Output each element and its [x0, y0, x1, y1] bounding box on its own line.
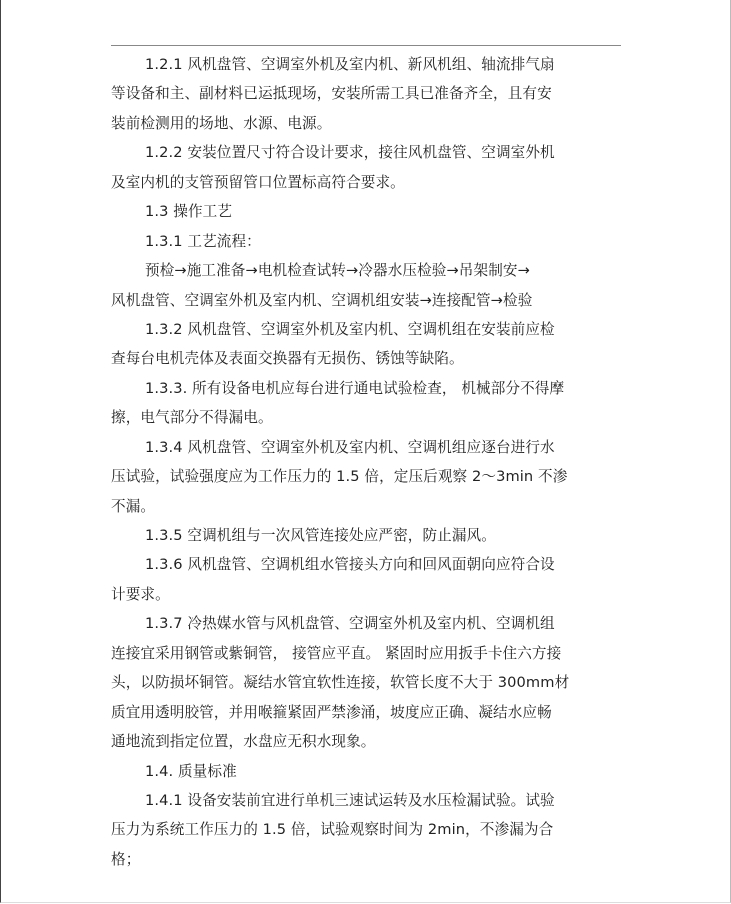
text-line: 1.3.4 风机盘管、空调室外机及室内机、空调机组应逐台进行水	[145, 438, 555, 456]
text-line: 1.3.2 风机盘管、空调室外机及室内机、空调机组在安装前应检	[145, 320, 555, 338]
text-line: 压试验，试验强度应为工作压力的 1.5 倍，定压后观察 2～3min 不渗	[111, 468, 568, 486]
text-line: 质宜用透明胶管，并用喉箍紧固严禁渗涌，坡度应正确、凝结水应畅	[111, 703, 552, 721]
text-line: 1.2.2 安装位置尺寸符合设计要求，接往风机盘管、空调室外机	[145, 144, 555, 162]
text-line: 压力为系统工作压力的 1.5 倍，试验观察时间为 2min，不渗漏为合	[111, 821, 554, 839]
text-line: 头，以防损坏铜管。凝结水管宜软性连接，软管长度不大于 300mm材	[111, 674, 570, 692]
text-line: 1.3.7 冷热媒水管与风机盘管、空调室外机及室内机、空调机组	[145, 615, 555, 633]
text-line: 预检→施工准备→电机检查试转→冷器水压检验→吊架制安→	[145, 262, 530, 280]
text-line: 查每台电机壳体及表面交换器有无损伤、锈蚀等缺陷。	[111, 350, 464, 368]
text-line: 擦，电气部分不得漏电。	[111, 409, 273, 427]
text-line: 1.4.1 设备安装前宜进行单机三速试运转及水压检漏试验。试验	[145, 791, 555, 809]
text-line: 1.2.1 风机盘管、空调室外机及室内机、新风机组、轴流排气扇	[145, 56, 555, 73]
text-line: 不漏。	[111, 497, 156, 515]
text-line: 1.3.5 空调机组与一次风管连接处应严密，防止漏风。	[145, 527, 496, 544]
document-body	[111, 50, 631, 874]
text-line: 1.3.1 工艺流程：	[145, 232, 261, 250]
text-line: 及室内机的支管预留管口位置标高符合要求。	[111, 173, 405, 191]
text-line: 等设备和主、副材料已运抵现场，安装所需工具已准备齐全，且有安	[111, 85, 552, 103]
text-line: 1.3.3. 所有设备电机应每台进行通电试验检查， 机械部分不得摩	[145, 379, 565, 397]
text-line: 格；	[111, 850, 141, 868]
text-line: 风机盘管、空调室外机及室内机、空调机组安装→连接配管→检验	[111, 291, 533, 309]
header-rule	[111, 45, 621, 46]
text-line: 装前检测用的场地、水源、电源。	[111, 114, 332, 132]
text-line: 通地流到指定位置，水盘应无积水现象。	[111, 733, 376, 751]
text-line: 1.4. 质量标准	[145, 762, 237, 780]
text-line: 1.3 操作工艺	[145, 203, 233, 221]
text-line: 连接宜采用钢管或紫铜管， 接管应平直。 紧固时应用扳手卡住六方接	[111, 644, 562, 662]
text-line: 1.3.6 风机盘管、空调机组水管接头方向和回风面朝向应符合设	[145, 556, 555, 574]
text-line: 计要求。	[111, 585, 170, 603]
